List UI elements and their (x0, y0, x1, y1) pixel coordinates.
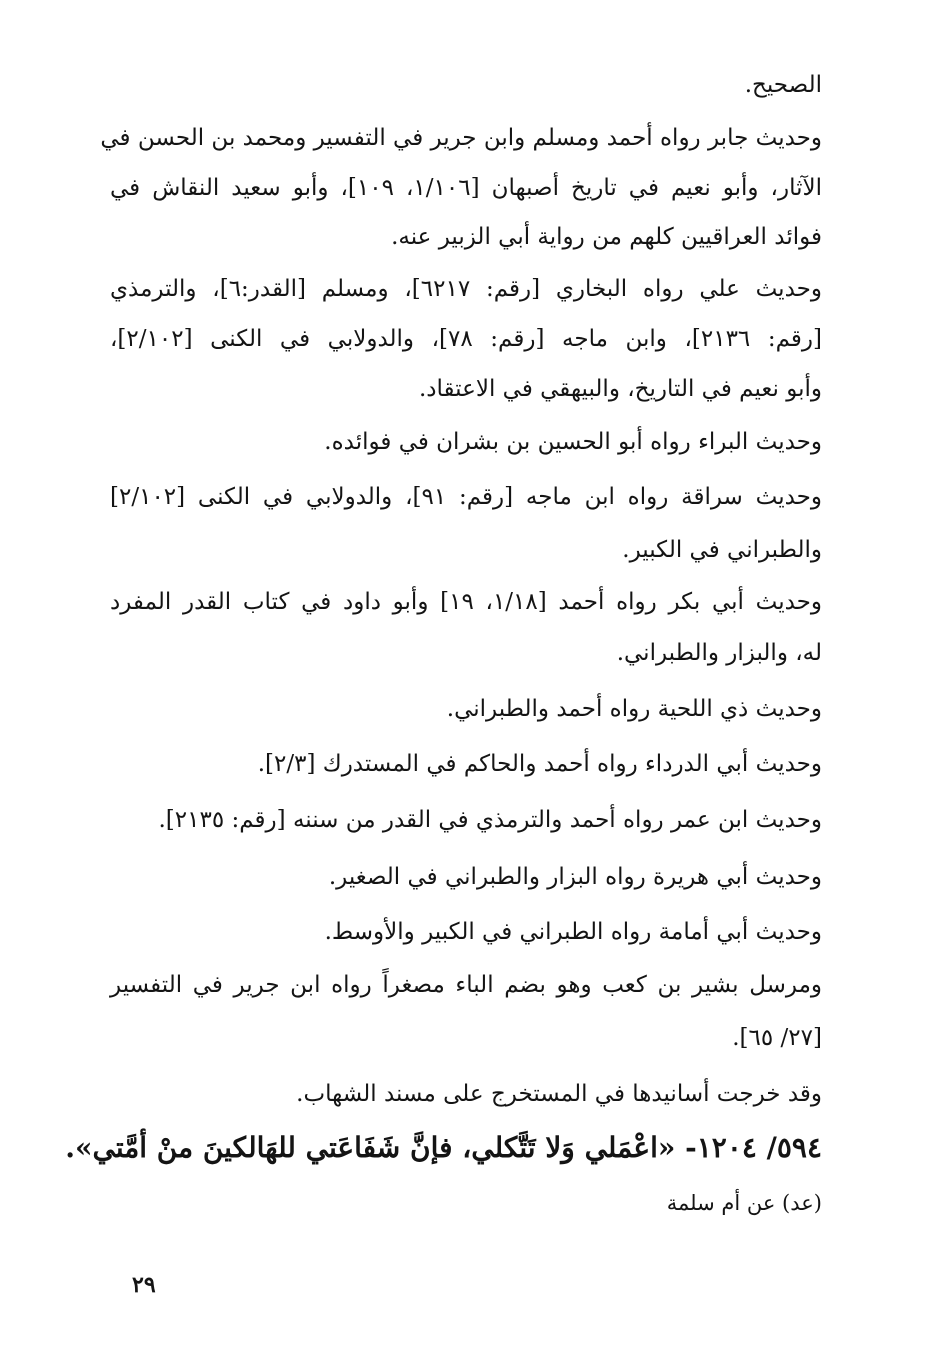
hadith-source: (عد) عن أم سلمة (666, 1191, 822, 1215)
text-line: وأبو نعيم في التاريخ، والبيهقي في الاعتقاد. (418, 376, 822, 402)
text-line: وحديث أبي بكر رواه أحمد [١/١٨، ١٩] وأبو داود في كتاب القدر المفرد (110, 589, 822, 615)
text-line: ومرسل بشير بن كعب وهو بضم الباء مصغراً رواه ابن جرير في التفسير (110, 972, 822, 998)
text-line: وحديث ابن عمر رواه أحمد والترمذي في القدر من سننه [رقم: ٢١٣٥]. (158, 807, 822, 833)
text-line: وقد خرجت أسانيدها في المستخرج على مسند الشهاب. (296, 1081, 822, 1107)
text-line: وحديث أبي هريرة رواه البزار والطبراني في الصغير. (328, 864, 822, 890)
text-line: الصحيح. (744, 72, 822, 98)
text-line: وحديث البراء رواه أبو الحسين بن بشران في فوائده. (324, 429, 822, 455)
text-line: فوائد العراقيين كلهم من رواية أبي الزبير عنه. (391, 224, 822, 250)
hadith-text: «اعْمَلي وَلا تَتَّكلي، فإنَّ شَفَاعَتي للهَالكينَ منْ أمَّتي». (65, 1131, 676, 1164)
text-line: وحديث جابر رواه أحمد ومسلم وابن جرير في التفسير ومحمد بن الحسن في (100, 125, 822, 151)
text-line: له، والبزار والطبراني. (616, 640, 822, 666)
text-line: وحديث أبي الدرداء رواه أحمد والحاكم في المستدرك [٢/٣]. (257, 751, 822, 777)
text-line: وحديث علي رواه البخاري [رقم: ٦٢١٧]، ومسلم [القدر:٦]، والترمذي (110, 276, 822, 302)
page-number: ٢٩ (132, 1272, 156, 1298)
text-line: والطبراني في الكبير. (622, 537, 822, 563)
text-line: وحديث ذي اللحية رواه أحمد والطبراني. (446, 696, 822, 722)
text-line: وحديث سراقة رواه ابن ماجه [رقم: ٩١]، والدولابي في الكنى [٢/١٠٢] (110, 484, 822, 510)
text-line: وحديث أبي أمامة رواه الطبراني في الكبير والأوسط. (324, 919, 822, 945)
hadith-line (65, 1131, 822, 1165)
text-line: الآثار، وأبو نعيم في تاريخ أصبهان [١/١٠٦، ١٠٩]، وأبو سعيد النقاش في (110, 175, 822, 201)
hadith-number: ٥٩٤/ ١٢٠٤- (685, 1131, 822, 1164)
text-line: [رقم: ٢١٣٦]، وابن ماجه [رقم: ٧٨]، والدولابي في الكنى [٢/١٠٢]، (110, 326, 822, 352)
text-line: [٢٧/ ٦٥]. (732, 1025, 822, 1051)
